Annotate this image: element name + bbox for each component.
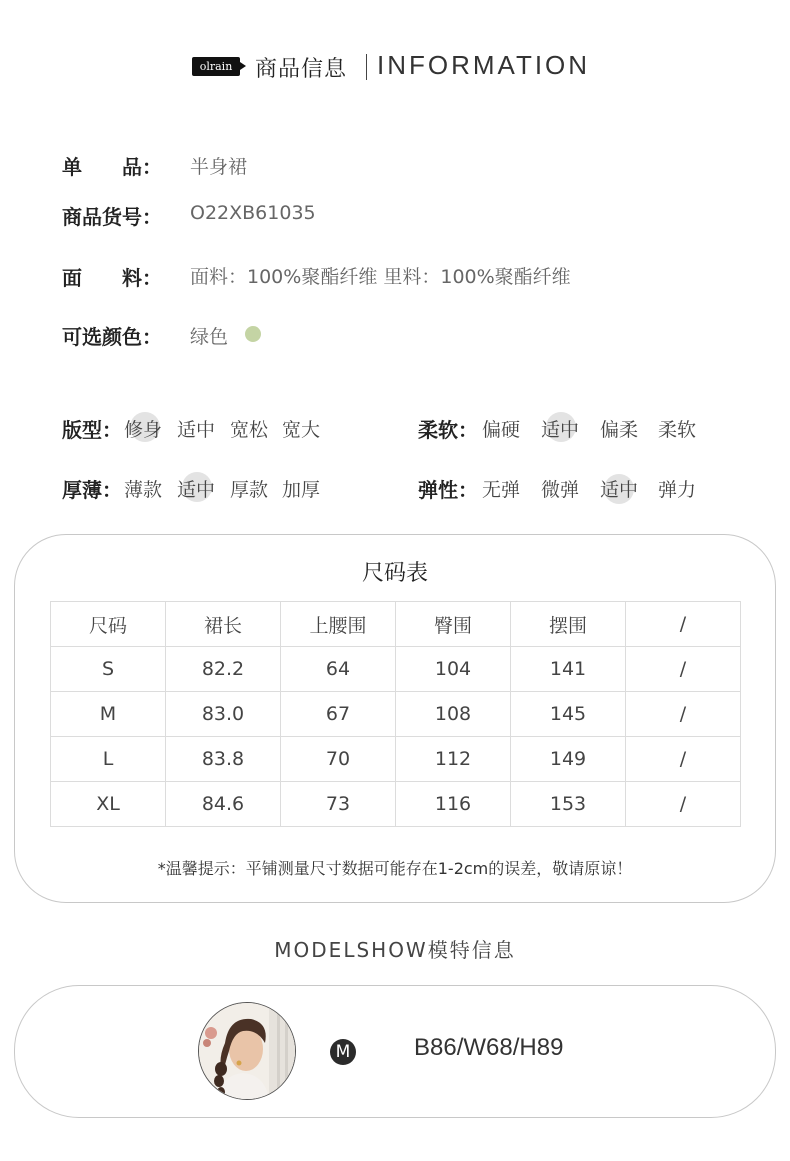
fit-option: 宽松 [230,419,269,441]
table-cell: 83.8 [166,737,281,782]
table-cell: 73 [281,782,396,827]
fit-label: 版型： [62,418,122,442]
table-header-cell: / [626,602,741,647]
elasticity-option: 弹力 [658,479,697,501]
model-measurements: B86/W68/H89 [414,1034,564,1061]
table-cell: / [626,692,741,737]
table-header-cell: 裙长 [166,602,281,647]
elasticity-option: 无弹 [482,479,521,501]
table-cell: 83.0 [166,692,281,737]
thickness-option: 薄款 [124,479,163,501]
thickness-option: 适中 [177,479,216,501]
elasticity-option: 适中 [600,479,639,501]
model-portrait-icon [199,1003,295,1099]
table-cell: / [626,737,741,782]
table-cell: 82.2 [166,647,281,692]
table-cell: 149 [511,737,626,782]
model-size-badge: M [330,1039,356,1065]
header-title-en: INFORMATION [377,50,591,80]
table-cell: L [51,737,166,782]
table-cell: 108 [396,692,511,737]
table-header-cell: 上腰围 [281,602,396,647]
model-avatar [198,1002,296,1100]
softness-option: 柔软 [658,419,697,441]
table-cell: 145 [511,692,626,737]
table-cell: 153 [511,782,626,827]
thickness-option: 厚款 [230,479,269,501]
table-header-row [51,602,741,647]
table-cell: 116 [396,782,511,827]
fit-option: 宽大 [282,419,321,441]
color-value: 绿色 [190,326,229,348]
table-cell: / [626,647,741,692]
header-divider [366,54,367,80]
table-cell: 67 [281,692,396,737]
softness-option: 偏柔 [600,419,639,441]
fit-option: 适中 [177,419,216,441]
fabric-label: 面 料： [62,266,162,290]
logo-arrow-icon [240,62,246,70]
fabric-value: 面料：100%聚酯纤维 里料：100%聚酯纤维 [190,266,571,288]
table-cell: S [51,647,166,692]
table-cell: 84.6 [166,782,281,827]
thickness-option: 加厚 [282,479,321,501]
item-label: 单 品： [62,155,162,179]
thickness-label: 厚薄： [62,478,122,502]
table-header-cell: 摆围 [511,602,626,647]
table-cell: 70 [281,737,396,782]
elasticity-label: 弹性： [418,478,478,502]
table-row [51,647,741,692]
table-cell: 64 [281,647,396,692]
brand-logo: olrain [192,57,240,76]
table-row [51,737,741,782]
table-cell: 112 [396,737,511,782]
softness-option: 偏硬 [482,419,521,441]
color-swatch [245,326,261,342]
table-row [51,692,741,737]
sku-label: 商品货号： [62,205,162,229]
table-cell: 104 [396,647,511,692]
table-cell: / [626,782,741,827]
fit-option: 修身 [124,419,163,441]
table-cell: 141 [511,647,626,692]
page-header [0,44,790,88]
table-header-cell: 尺码 [51,602,166,647]
softness-option: 适中 [541,419,580,441]
table-cell: XL [51,782,166,827]
item-value: 半身裙 [190,156,248,178]
softness-label: 柔软： [418,418,478,442]
model-card [14,985,776,1118]
table-row [51,782,741,827]
header-title-cn: 商品信息 [255,57,348,82]
sku-value: O22XB61035 [190,202,316,224]
table-cell: M [51,692,166,737]
size-chart-title: 尺码表 [361,561,428,586]
size-table [50,601,741,827]
color-label: 可选颜色： [62,325,162,349]
measurement-note: *温馨提示：平铺测量尺寸数据可能存在1-2cm的误差，敬请原谅！ [157,859,633,878]
model-section-title: MODELSHOW模特信息 [274,938,516,962]
table-header-cell: 臀围 [396,602,511,647]
elasticity-option: 微弹 [541,479,580,501]
